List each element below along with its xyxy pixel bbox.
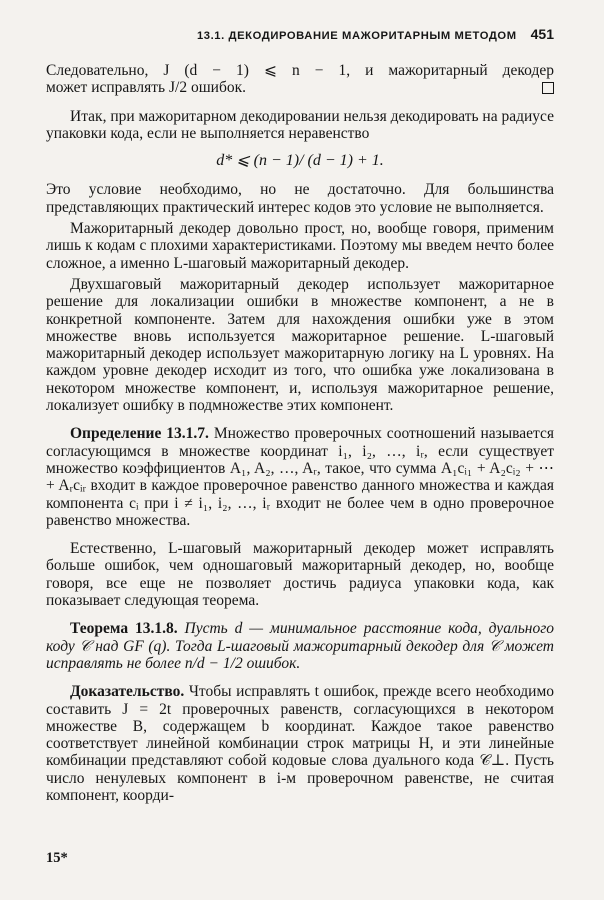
paragraph-l-step-capability: Естественно, L-шаговый мажоритарный декодер может исправлять больше ошибок, чем одношаговый мажоритарный декодер, но, вообще говоря, все еще не позволяет достичь радиуса упаковки кода, как показывает следующая теорема. (46, 540, 554, 610)
conclusion-text: может исправлять J/2 ошибок. (46, 79, 246, 97)
theorem-label: Теорема 13.1.8. (70, 620, 178, 638)
definition-label: Определение 13.1.7. (70, 425, 209, 443)
paragraph-two-step-decoder: Двухшаговый мажоритарный декодер использует мажоритарное решение для локализации ошибки в множестве компонент, а не в конкретной компоненте. Затем для нахождения ошибки уже в этом множестве вновь используется мажоритарное решение. L-шаговый мажоритарный декодер использует мажоритарную логику на L уровнях. На каждом уровне декодер исходит из того, что ошибка уже локализована в некотором множестве компонент, и, используя мажоритарное решение, локализует ошибку в подмножестве этих компонент. (46, 275, 554, 415)
formula-inequality: d* ⩽ (n − 1)/ (d − 1) + 1. (216, 152, 384, 170)
qed-square-icon (542, 82, 554, 94)
running-title: 13.1. ДЕКОДИРОВАНИЕ МАЖОРИТАРНЫМ МЕТОДОМ (196, 30, 517, 42)
page-body (46, 62, 554, 804)
proof (46, 683, 554, 804)
definition-text: Множество проверочных соотношений называется согласующимся в множестве координат i₁, i₂, …, iᵣ, если существует множество коэффициентов A₁, A₂, …, Aᵣ, такое, что сумма A₁cᵢ₁ + A₂cᵢ₂ + ⋯ + Aᵣcᵢᵣ входит в каждое проверочное равенство данного множества и каждая компонента cᵢ при i ≠ i₁, i₂, …, iᵣ входит не более чем в одно проверочное равенство множества. (46, 425, 554, 529)
paragraph-majority-decoder: Мажоритарный декодер довольно прост, но, вообще говоря, применим лишь к кодам с плохими характеристиками. Поэтому мы введем нечто более сложное, а именно L-шаговый мажоритарный декодер. (46, 220, 554, 272)
signature-mark: 15* (46, 850, 68, 866)
theorem-text: Пусть d — минимальное расстояние кода, дуального коду 𝒞 над GF (q). Тогда L-шаговый мажоритарный декодер для 𝒞 может исправлять не более n/d − 1/2 ошибок. (46, 620, 554, 672)
paragraph-conclusion-line1: Следовательно, J (d − 1) ⩽ n − 1, и мажоритарный декодер (46, 62, 554, 79)
proof-text: Чтобы исправлять t ошибок, прежде всего необходимо составить J = 2t проверочных равенств, согласующихся в некотором множестве B, содержащем b координат. Каждое такое равенство соответствует линейной комбинации строк матрицы H, и эти линейные комбинации представляют собой кодовые слова дуального кода 𝒞⊥. Пусть число ненулевых компонент в i-м проверочном равенстве, не считая компонент, коорди- (46, 683, 554, 804)
theorem-13-1-8 (46, 620, 554, 672)
paragraph-intro-inequality: Итак, при мажоритарном декодировании нельзя декодировать на радиусе упаковки кода, если не выполняется неравенство (46, 107, 554, 142)
page-number: 451 (530, 26, 554, 42)
definition-13-1-7 (46, 425, 554, 529)
paragraph-condition: Это условие необходимо, но не достаточно. Для большинства представляющих практический интерес кодов это условие не выполняется. (46, 181, 554, 216)
paragraph-conclusion-line2 (46, 79, 554, 96)
running-header (46, 26, 554, 42)
proof-label: Доказательство. (70, 683, 185, 701)
